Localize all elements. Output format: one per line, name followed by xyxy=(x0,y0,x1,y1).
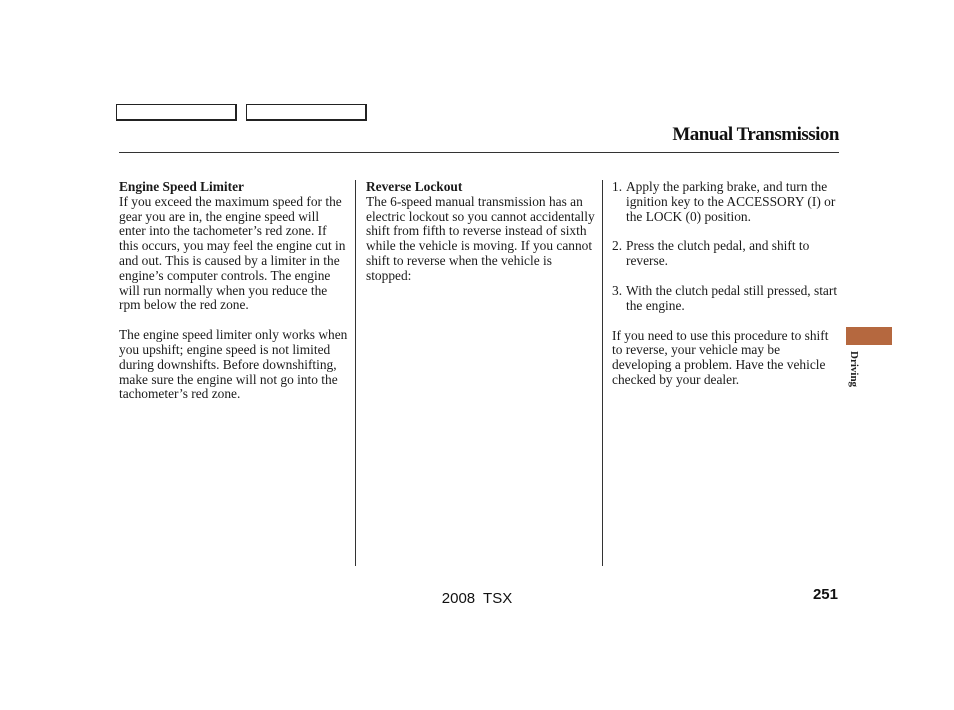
procedure-step xyxy=(612,284,842,314)
section-label: Driving xyxy=(848,351,860,388)
column-procedure xyxy=(612,180,842,388)
column-divider xyxy=(602,180,603,566)
body-paragraph: If you need to use this procedure to shift to reverse, your vehicle may be developing a problem. Have the vehicle checked by your dealer. xyxy=(612,327,829,387)
body-paragraph: The 6-speed manual transmission has an electric lockout so you cannot accidentally shift from fifth to reverse instead of sixth while the vehicle is moving. If you cannot shift to reverse when the vehicle is stopped: xyxy=(366,193,595,283)
previous-page-button[interactable] xyxy=(116,104,237,121)
step-text: With the clutch pedal still pressed, start the engine. xyxy=(626,282,838,313)
next-page-button[interactable] xyxy=(246,104,367,121)
procedure-step xyxy=(612,239,842,269)
footer-model: 2008 TSX xyxy=(441,590,513,607)
step-number: 3. xyxy=(612,282,623,298)
section-heading: Reverse Lockout xyxy=(366,179,463,194)
step-number: 1. xyxy=(612,179,623,194)
column-reverse-lockout xyxy=(366,180,596,284)
procedure-step xyxy=(612,180,842,224)
body-paragraph: The engine speed limiter only works when you upshift; engine speed is not limited during downshifts. Before downshifting, make sure the engine will not go into the tachometer’s red zone. xyxy=(119,327,348,402)
page-title: Manual Transmission xyxy=(672,124,839,145)
section-tab[interactable] xyxy=(846,327,892,345)
step-text: Press the clutch pedal, and shift to reverse. xyxy=(626,238,810,269)
section-heading: Engine Speed Limiter xyxy=(119,179,244,194)
column-divider xyxy=(355,180,356,566)
column-engine-speed-limiter xyxy=(119,180,349,402)
body-paragraph: If you exceed the maximum speed for the gear you are in, the engine speed will enter into the tachometer’s red zone. If this occurs, you may feel the engine cut in and out. This is caused by a limiter in the engine’s computer controls. The engine will run normally when you reduce the rpm below the red zone. xyxy=(119,193,346,313)
step-text: Apply the parking brake, and turn the ignition key to the ACCESSORY (I) or the LOCK (0) position. xyxy=(626,179,836,224)
step-number: 2. xyxy=(612,238,623,254)
page-number: 251 xyxy=(812,586,838,603)
title-divider xyxy=(119,152,839,153)
